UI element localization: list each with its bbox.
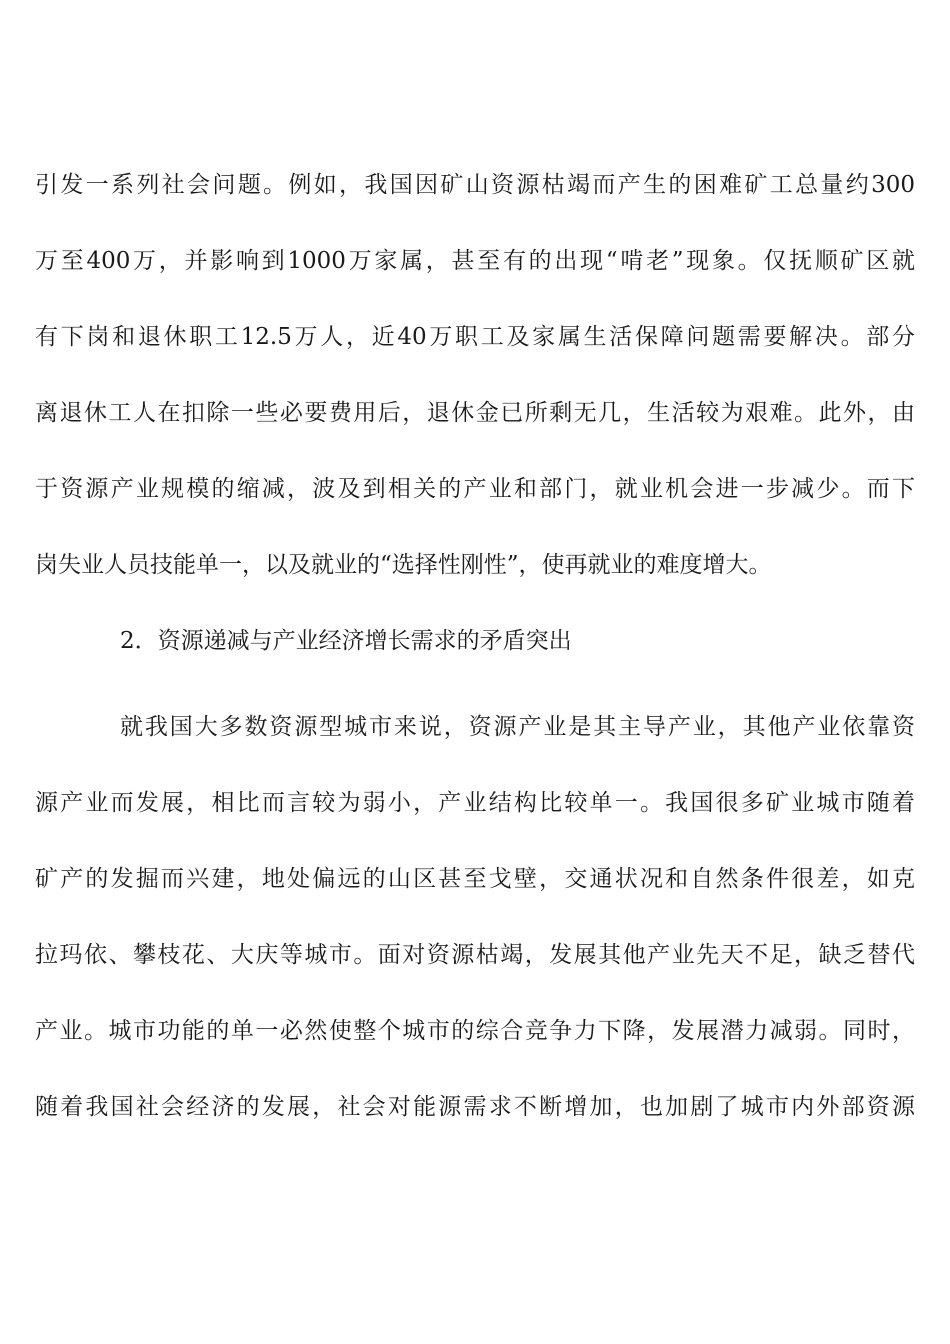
text-line: 源产业而发展，相比而言较为弱小，产业结构比较单一。我国很多矿业城市随着 — [35, 790, 915, 816]
text-line: 有下岗和退休职工12.5万人，近40万职工及家属生活保障问题需要解决。部分 — [35, 324, 915, 350]
text-line: 万至400万，并影响到1000万家属，甚至有的出现“啃老”现象。仅抚顺矿区就 — [35, 248, 915, 274]
text-line: 产业。城市功能的单一必然使整个城市的综合竞争力下降，发展潜力减弱。同时， — [35, 1018, 915, 1044]
text-line: 就我国大多数资源型城市来说，资源产业是其主导产业，其他产业依靠资 — [120, 714, 915, 740]
section-heading: 2．资源递减与产业经济增长需求的矛盾突出 — [120, 628, 572, 654]
text-line: 离退休工人在扣除一些必要费用后，退休金已所剩无几，生活较为艰难。此外，由 — [35, 400, 915, 426]
text-line: 矿产的发掘而兴建，地处偏远的山区甚至戈壁，交通状况和自然条件很差，如克 — [35, 866, 915, 892]
text-line: 拉玛依、攀枝花、大庆等城市。面对资源枯竭，发展其他产业先天不足，缺乏替代 — [35, 942, 915, 968]
text-line: 随着我国社会经济的发展，社会对能源需求不断增加，也加剧了城市内外部资源 — [35, 1094, 915, 1120]
text-line: 引发一系列社会问题。例如，我国因矿山资源枯竭而产生的困难矿工总量约300 — [35, 172, 915, 198]
text-line: 岗失业人员技能单一，以及就业的“选择性刚性”，使再就业的难度增大。 — [35, 552, 772, 578]
text-line: 于资源产业规模的缩减，波及到相关的产业和部门，就业机会进一步减少。而下 — [35, 476, 915, 502]
